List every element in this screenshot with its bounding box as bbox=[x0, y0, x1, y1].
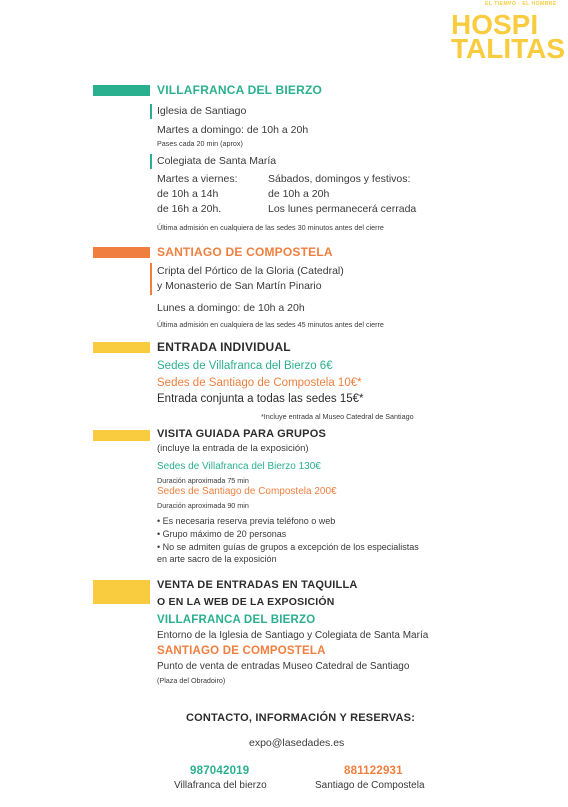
logo-line2: TALITAS bbox=[451, 33, 566, 64]
villafranca-color-bar bbox=[93, 85, 150, 96]
santiago-hours: Lunes a domingo: de 10h a 20h bbox=[157, 302, 305, 314]
santiago-sites-line1: Cripta del Pórtico de la Gloria (Catedral) bbox=[157, 265, 344, 277]
venta-santiago-text: Punto de venta de entradas Museo Catedral de Santiago bbox=[157, 661, 410, 672]
villafranca-admission-note: Última admisión en cualquiera de las sedes 30 minutos antes del cierre bbox=[157, 223, 384, 232]
visita-bullet-4: en arte sacro de la exposición bbox=[157, 554, 277, 564]
santiago-sites-line2: y Monasterio de San Martín Pinario bbox=[157, 280, 322, 292]
colegiata-title: Colegiata de Santa María bbox=[157, 155, 277, 167]
entrada-villafranca-price: Sedes de Villafranca del Bierzo 6€ bbox=[157, 360, 333, 372]
visita-villafranca-price: Sedes de Villafranca del Bierzo 130€ bbox=[157, 461, 321, 472]
visita-villafranca-duration: Duración aproximada 75 min bbox=[157, 476, 249, 485]
phone-santiago[interactable]: 881122931 bbox=[344, 765, 403, 777]
visita-subheading: (incluye la entrada de la exposición) bbox=[157, 443, 309, 454]
contacto-heading: CONTACTO, INFORMACIÓN Y RESERVAS: bbox=[186, 712, 416, 724]
col-right-3: Los lunes permanecerá cerrada bbox=[268, 203, 417, 215]
venta-heading-line1: VENTA DE ENTRADAS EN TAQUILLA bbox=[157, 579, 358, 591]
santiago-color-bar bbox=[93, 247, 150, 258]
iglesia-hours: Martes a domingo: de 10h a 20h bbox=[157, 124, 309, 136]
iglesia-marker bbox=[150, 104, 152, 119]
santiago-admission-note: Última admisión en cualquiera de las sedes 45 minutos antes del cierre bbox=[157, 320, 384, 329]
venta-color-bar bbox=[93, 580, 150, 604]
phone-villafranca-label: Villafranca del bierzo bbox=[174, 780, 267, 791]
visita-color-bar bbox=[93, 430, 150, 441]
entrada-color-bar bbox=[93, 342, 150, 353]
santiago-heading: SANTIAGO DE COMPOSTELA bbox=[157, 245, 333, 259]
entrada-joint-price: Entrada conjunta a todas las sedes 15€* bbox=[157, 393, 364, 405]
contacto-email[interactable]: expo@lasedades.es bbox=[249, 737, 345, 749]
venta-villafranca-text: Entorno de la Iglesia de Santiago y Colegiata de Santa María bbox=[157, 630, 429, 641]
visita-santiago-duration: Duración aproximada 90 min bbox=[157, 501, 249, 510]
visita-bullet-1: • Es necesaria reserva previa teléfono o web bbox=[157, 516, 336, 526]
venta-heading-line2: O EN LA WEB DE LA EXPOSICIÓN bbox=[157, 596, 335, 608]
visita-heading: VISITA GUIADA PARA GRUPOS bbox=[157, 428, 326, 440]
col-right-1: Sábados, domingos y festivos: bbox=[268, 173, 411, 185]
entrada-footnote: *Incluye entrada al Museo Catedral de Santiago bbox=[261, 412, 414, 421]
col-left-2: de 10h a 14h bbox=[157, 188, 219, 200]
venta-villafranca-heading: VILLAFRANCA DEL BIERZO bbox=[157, 614, 316, 626]
colegiata-marker bbox=[150, 154, 152, 169]
entrada-heading: ENTRADA INDIVIDUAL bbox=[157, 340, 291, 354]
col-left-1: Martes a viernes: bbox=[157, 173, 238, 185]
santiago-sites-marker bbox=[150, 263, 152, 295]
iglesia-title: Iglesia de Santiago bbox=[157, 105, 247, 117]
villafranca-heading: VILLAFRANCA DEL BIERZO bbox=[157, 83, 323, 97]
venta-santiago-sub: (Plaza del Obradoiro) bbox=[157, 676, 226, 685]
iglesia-note: Pases cada 20 min (aprox) bbox=[157, 139, 243, 148]
col-right-2: de 10h a 20h bbox=[268, 188, 330, 200]
visita-bullet-3: • No se admiten guías de grupos a excepción de los especialistas bbox=[157, 542, 419, 552]
logo-tagline: EL TIEMPO · EL HOMBRE bbox=[485, 1, 557, 7]
col-left-3: de 16h a 20h. bbox=[157, 203, 222, 215]
visita-bullet-2: • Grupo máximo de 20 personas bbox=[157, 529, 287, 539]
phone-santiago-label: Santiago de Compostela bbox=[315, 780, 425, 791]
venta-santiago-heading: SANTIAGO DE COMPOSTELA bbox=[157, 645, 326, 657]
entrada-santiago-price: Sedes de Santiago de Compostela 10€* bbox=[157, 377, 362, 389]
logo-line1: HOSPI bbox=[451, 9, 539, 40]
phone-villafranca[interactable]: 987042019 bbox=[190, 765, 250, 777]
visita-santiago-price: Sedes de Santiago de Compostela 200€ bbox=[157, 486, 337, 497]
